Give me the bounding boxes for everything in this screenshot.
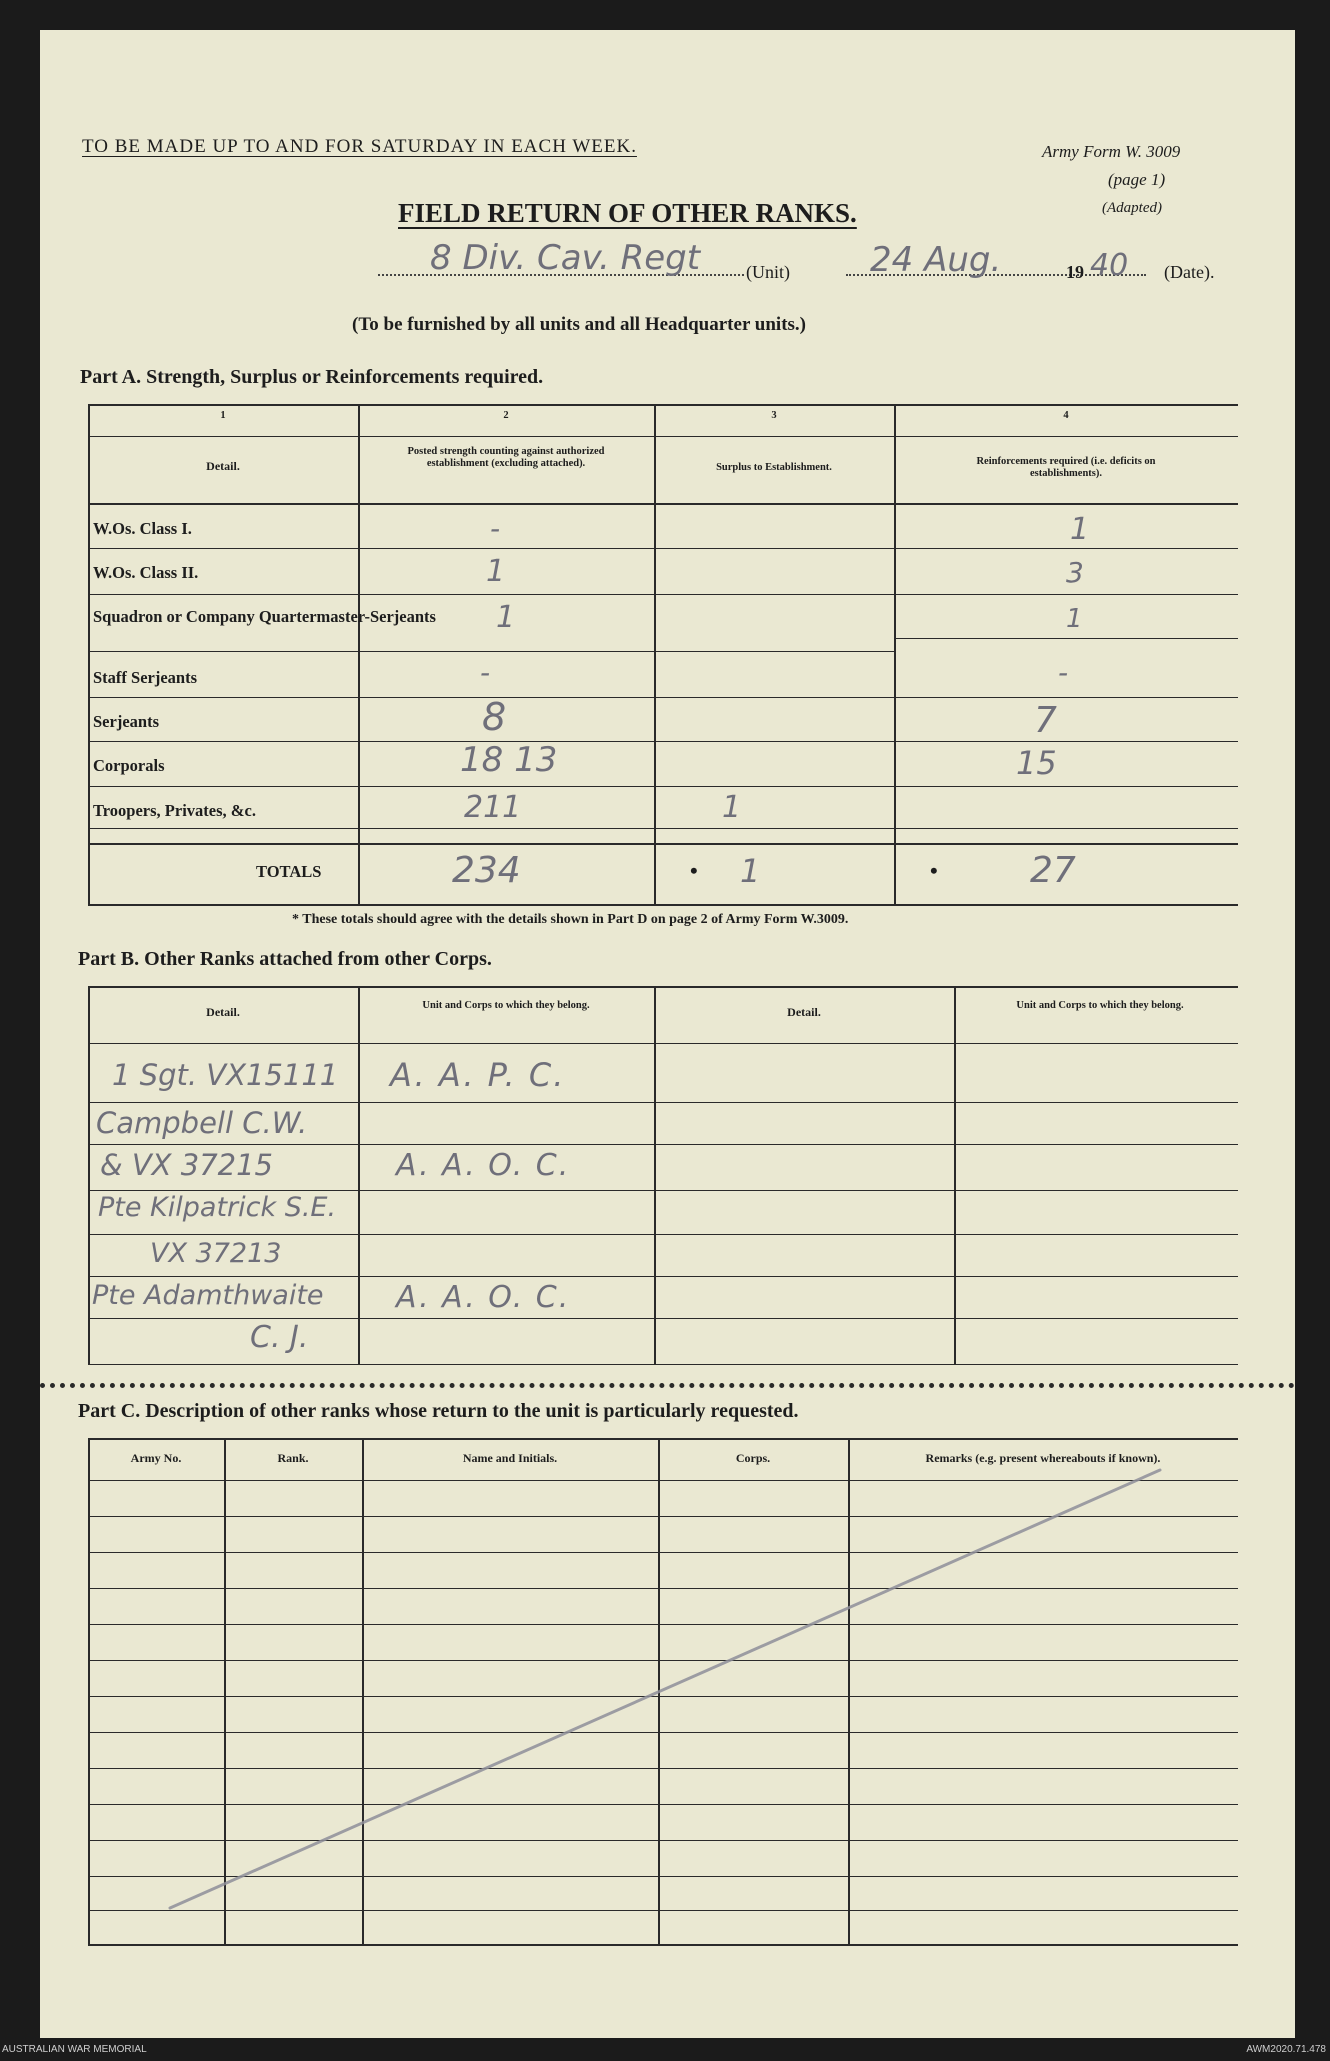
part-c-header-corps: Corps. — [735, 1451, 771, 1465]
part-c-heading: Part C. Description of other ranks whose return to the unit is particularly requested. — [78, 1400, 799, 1422]
attached-detail: VX 37213 — [150, 1238, 282, 1269]
part-a-header-surplus: Surplus to Establishment. — [716, 462, 832, 473]
row-posted: 8 — [482, 695, 507, 739]
totals-posted: 234 — [452, 850, 521, 891]
row-posted: - — [490, 512, 501, 545]
row-reinforcements: 3 — [1066, 556, 1084, 589]
row-detail: Troopers, Privates, &c. — [93, 801, 256, 820]
part-b-heading: Part B. Other Ranks attached from other Corps. — [78, 948, 492, 970]
furnish-note: (To be furnished by all units and all Headquarter units.) — [352, 314, 806, 335]
row-reinforcements: 7 — [1034, 700, 1057, 741]
part-c-header-army-no: Army No. — [130, 1451, 182, 1465]
attached-corps: A. A. O. C. — [396, 1280, 571, 1315]
asterisk-bullet-icon: • — [930, 858, 938, 883]
attached-detail: C. J. — [250, 1320, 309, 1355]
part-a-header-reinforcements: Reinforcements required (i.e. deficits on establishments). — [976, 456, 1156, 479]
row-detail: Serjeants — [93, 712, 159, 731]
row-posted: 18 13 — [460, 740, 558, 780]
form-page: (page 1) — [1108, 170, 1166, 189]
row-reinforcements: 1 — [1070, 512, 1090, 547]
part-a-header-posted: Posted strength counting against authorized establishment (excluding attached). — [407, 446, 605, 469]
totals-surplus: 1 — [740, 852, 761, 890]
part-c-header-name: Name and Initials. — [462, 1451, 558, 1465]
part-a-heading: Part A. Strength, Surplus or Reinforcements required. — [80, 366, 544, 388]
part-a-col-4-number: 4 — [1063, 410, 1069, 421]
part-c-header-remarks: Remarks (e.g. present whereabouts if known). — [925, 1451, 1161, 1465]
part-a-col-1-number: 1 — [220, 410, 226, 421]
archive-reference: AWM2020.71.478 — [1246, 2044, 1326, 2055]
part-a-col-2-number: 2 — [503, 410, 509, 421]
part-b-header-corps-1: Unit and Corps to which they belong. — [422, 1000, 590, 1011]
attached-detail: 1 Sgt. VX15111 — [112, 1058, 339, 1092]
row-posted: 211 — [464, 790, 522, 825]
archive-credit: AUSTRALIAN WAR MEMORIAL — [2, 2044, 147, 2055]
year-prefix: 19 — [1066, 262, 1084, 282]
date-value: 24 Aug. — [870, 240, 1002, 280]
date-label: (Date). — [1164, 262, 1215, 282]
row-detail: W.Os. Class I. — [93, 519, 192, 538]
attached-corps: A. A. O. C. — [396, 1148, 571, 1183]
row-reinforcements: - — [1058, 656, 1069, 689]
attached-detail: Pte Adamthwaite — [92, 1280, 324, 1311]
attached-detail: Campbell C.W. — [96, 1106, 308, 1140]
row-reinforcements: 1 — [1066, 604, 1083, 634]
unit-label: (Unit) — [746, 262, 790, 282]
part-b-header-corps-2: Unit and Corps to which they belong. — [1016, 1000, 1184, 1011]
totals-reinforcements: 27 — [1030, 850, 1076, 891]
row-posted: 1 — [496, 600, 516, 635]
attached-detail: & VX 37215 — [100, 1148, 274, 1182]
page-title: FIELD RETURN OF OTHER RANKS. — [398, 198, 857, 228]
attached-corps: A. A. P. C. — [390, 1056, 566, 1094]
row-reinforcements: 15 — [1016, 744, 1057, 782]
row-detail: Squadron or Company Quartermaster-Serjeants — [93, 607, 436, 626]
asterisk-bullet-icon: • — [690, 858, 698, 883]
unit-value: 8 Div. Cav. Regt — [430, 238, 701, 278]
year-value: 40 — [1090, 248, 1129, 283]
part-c-header-rank: Rank. — [277, 1451, 309, 1465]
row-detail: W.Os. Class II. — [93, 563, 199, 582]
row-surplus: 1 — [722, 790, 742, 825]
row-posted: 1 — [486, 554, 506, 589]
row-detail: Corporals — [93, 756, 165, 775]
totals-label: TOTALS — [256, 862, 322, 881]
part-a-footnote: * These totals should agree with the details shown in Part D on page 2 of Army Form W.3009. — [292, 912, 849, 927]
part-a-col-3-number: 3 — [771, 410, 777, 421]
part-b-header-detail-2: Detail. — [787, 1005, 821, 1019]
form-reference: Army Form W. 3009 — [1042, 142, 1181, 161]
form-adapted: (Adapted) — [1102, 200, 1162, 216]
attached-detail: Pte Kilpatrick S.E. — [98, 1192, 337, 1223]
part-a-header-detail: Detail. — [206, 459, 240, 473]
row-detail: Staff Serjeants — [93, 668, 198, 687]
row-posted: - — [480, 656, 491, 689]
instruction-line: TO BE MADE UP TO AND FOR SATURDAY IN EACH WEEK. — [82, 136, 637, 157]
part-b-header-detail-1: Detail. — [206, 1005, 240, 1019]
